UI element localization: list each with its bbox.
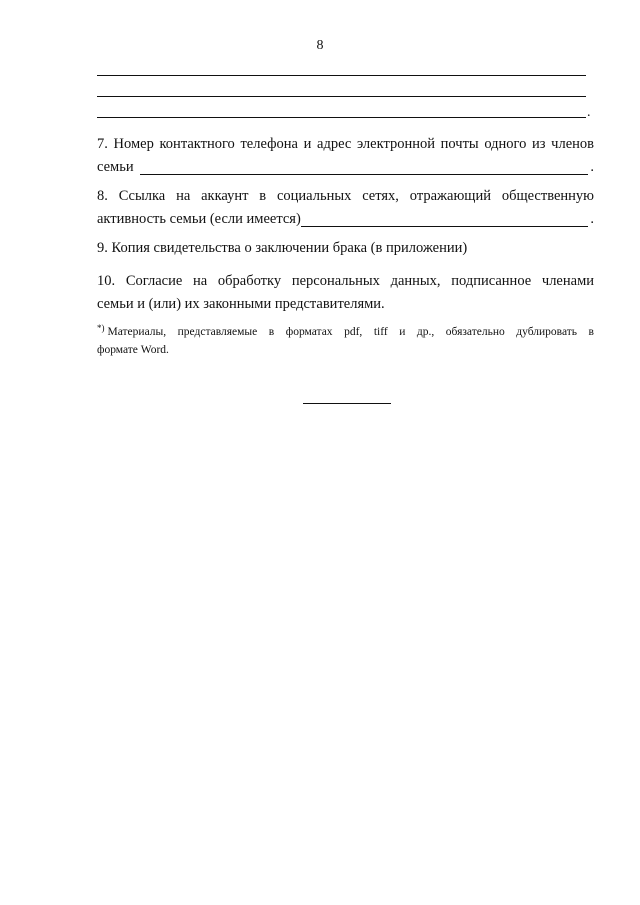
item-end: . [590, 211, 594, 227]
fill-in-line [140, 174, 589, 175]
item-text-continued: семьи и (или) их законными представителями. [97, 296, 385, 312]
list-item-7 [97, 133, 594, 179]
blank-line [97, 75, 586, 76]
item-text: 8. Ссылка на аккаунт в социальных сетях, отражающий общественную [97, 188, 594, 204]
item-text-continued: семьи [97, 159, 134, 175]
footnote-text-continued: формате Word. [97, 344, 169, 356]
blank-line [97, 96, 586, 97]
footnote-text: Материалы, представляемые в форматах pdf, tiff и др., обязательно дублировать в [107, 326, 594, 338]
end-of-document-rule [303, 403, 391, 404]
list-item-9 [97, 237, 594, 260]
item-text: 7. Номер контактного телефона и адрес электронной почты одного из членов [97, 136, 594, 152]
item-text: 10. Согласие на обработку персональных данных, подписанное членами [97, 273, 594, 289]
item-end: . [590, 159, 594, 175]
item-text-continued: активность семьи (если имеется) [97, 211, 301, 227]
list-item-8 [97, 185, 594, 231]
footnote [97, 323, 594, 359]
item-text: 9. Копия свидетельства о заключении брака (в приложении) [97, 240, 468, 256]
blank-line [97, 117, 586, 118]
list-item-10 [97, 270, 594, 316]
page-number: 8 [316, 38, 324, 53]
footnote-marker: *) [97, 323, 105, 333]
blank-line-terminator: . [587, 105, 591, 120]
fill-in-line [301, 226, 589, 227]
